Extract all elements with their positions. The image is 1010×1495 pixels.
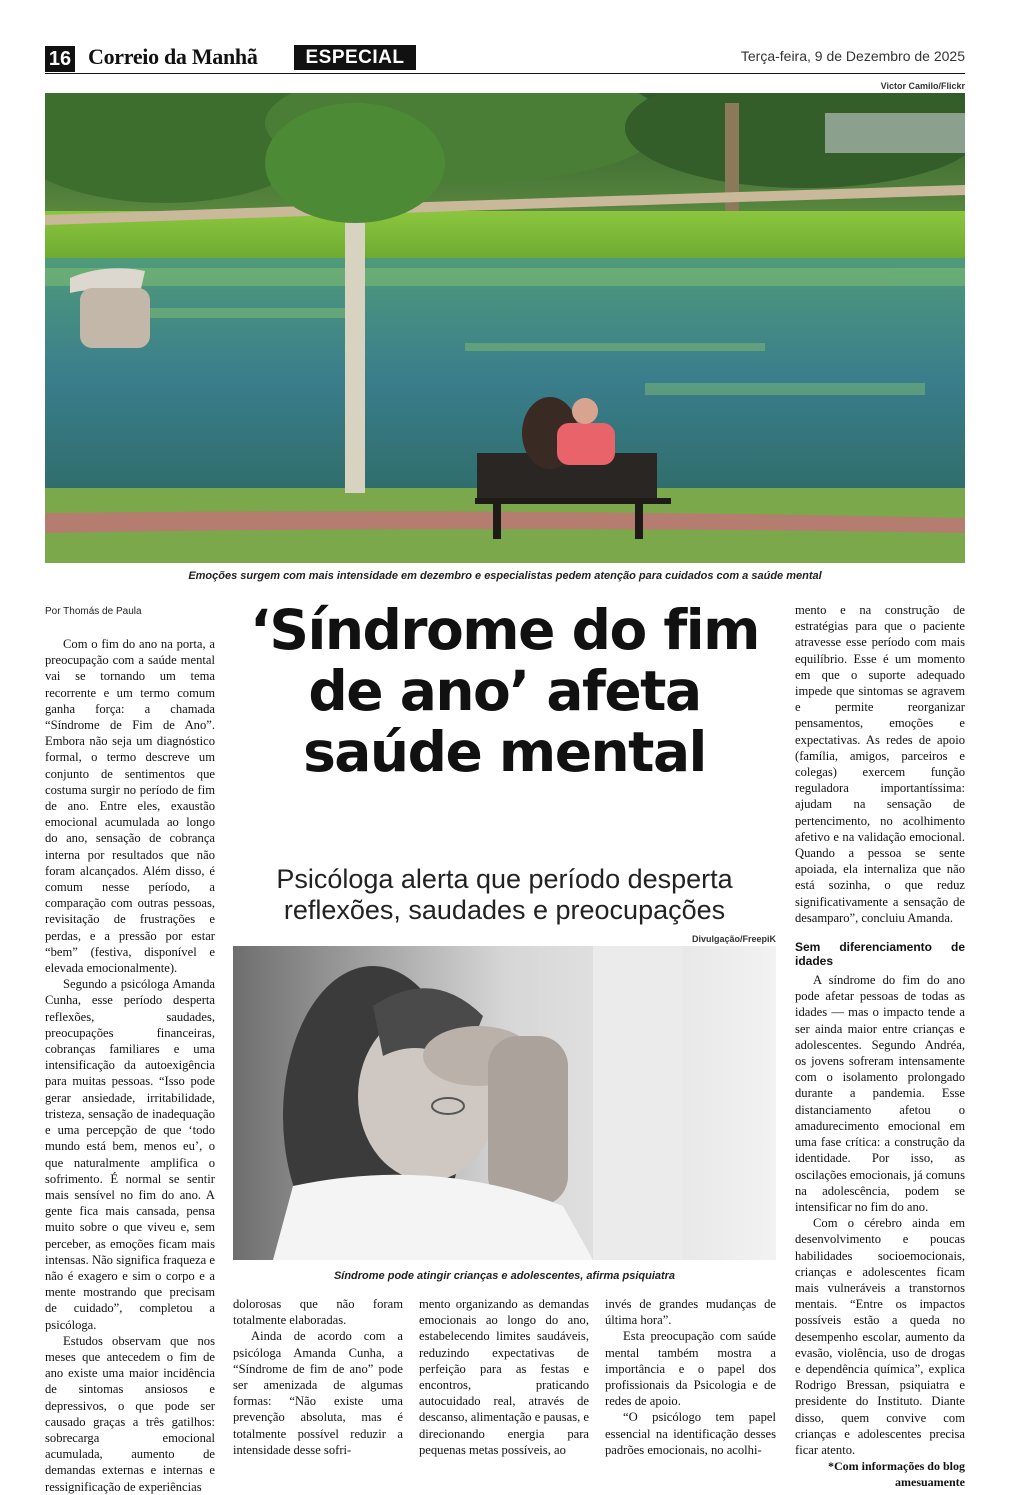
source-note [795,1458,965,1490]
text-column-4 [605,1296,776,1458]
photo-credit-top: Victor Camilo/Flickr [880,81,965,91]
paragraph: A síndrome do fim do ano pode afetar pessoas de todas as idades — mas o impacto tende a ser ainda maior entre crianças e adolescentes. Segundo Andréa, os jovens sofreram intensamente com o isolamento prolongado durante a pandemia. Esse distanciamento afetou o amadurecimento emocional em uma fase crítica: a construção da identidade. Por isso, as oscilações emocionais, já comuns na adolescência, podem se intensificar no fim do ano. [795,973,965,1214]
paragraph: Ainda de acordo com a psicóloga Amanda Cunha, a “Síndrome de fim de ano” pode ser amenizada de algumas formas: “Não existe uma prevenção absoluta, mas é totalmente possível reduzir a intensidade desse sofri- [233,1329,403,1457]
paragraph: Esta preocupação com saúde mental também mostra a importância e o papel dos profissionais da Psicologia e de redes de apoio. [605,1329,776,1409]
header-rule [45,73,965,74]
photo-credit-bottom: Divulgação/FreepiK [691,934,776,944]
newspaper-name: Correio da Manhã [88,44,258,69]
paragraph: Com o fim do ano na porta, a preocupação com a saúde mental vai se tornando um tema recorrente e um termo comum ganha força: a chamada “Síndrome de Fim de Ano”. Embora não seja um diagnóstico formal, o termo descreve um conjunto de sentimentos que costuma surgir no período de fim de ano. Entre eles, exaustão emocional acumulada ao longo do ano, sensação de cobrança interna por resultados que não foram alcançados. Além disso, é comum nesse período, a comparação com outras pessoas, revisitação de frustrações e perdas, e a pressão por estar “bem” (festiva, disponível e elevada emocionalmente). [45,637,215,976]
text-column-5 [795,602,965,1490]
issue-date: Terça-feira, 9 de Dezembro de 2025 [740,48,965,64]
paragraph: dolorosas que não foram totalmente elaboradas. [233,1297,403,1328]
park-lake-illustration [45,93,965,563]
headline: ‘Síndrome do fim de ano’ afeta saúde mental [250,598,759,784]
stressed-woman-illustration [233,946,776,1260]
woman-photo [233,946,776,1260]
text-column-2 [233,1296,403,1458]
page-number: 16 [45,46,75,72]
photo-caption-top: Emoções surgem com mais intensidade em dezembro e especialistas pedem atenção para cuidados com a saúde mental [188,570,822,582]
paragraph: mento organizando as demandas emocionais ao longo do ano, estabelecendo limites saudáveis, reduzindo expectativas de perfeição para as festas e encontros, praticando autocuidado real, através de descanso, alimentação e pausas, e direcionando energia para pequenas metas possíveis, ao [419,1297,589,1457]
source-note-line: *Com informações do blog [828,1459,965,1474]
paragraph: Segundo a psicóloga Amanda Cunha, esse período desperta reflexões, saudades, preocupações financeiras, cobranças familiares e uma intensificação da autoexigência para muitas pessoas. “Isso pode gerar ansiedade, irritabilidade, tristeza, sensação de inadequação e uma percepção de que ‘todo mundo está bem, menos eu’, o que naturalmente amplifica o sofrimento. É normal se sentir mais sensível no fim do ano. A gente fica mais cansada, pensa muito sobre o que viveu e, sem perceber, as emoções ficam mais intensas. Não significa fraqueza e não é exagero e sim o corpo e a mente mostrando que precisam de cuidado”, completou a psicóloga. [45,977,215,1332]
deck: Psicóloga alerta que período desperta reflexões, saudades e preocupações [276,864,733,925]
paragraph: Estudos observam que nos meses que antecedem o fim de ano existe uma maior incidência de sintomas ansiosos e depressivos, o que pode ser causado graças a três gatilhos: sobrecarga emocional acumulada, aumento de demandas externas e internas e ressignificação de experiências [45,1333,215,1494]
paragraph: “O psicólogo tem papel essencial na identificação desses padrões emocionais, no acolhi- [605,1410,776,1457]
source-note-line: amesuamente [895,1475,965,1490]
park-photo [45,93,965,563]
subheading: Sem diferenciamento de idades [795,940,965,969]
paragraph: Com o cérebro ainda em desenvolvimento e poucas habilidades socioemocionais, crianças e adolescentes ficam mais vulneráveis a transtornos mentais. “Entre os impactos possíveis estão a queda no desempenho escolar, aumento da evasão, violência, uso de drogas e dependência química”, explica Rodrigo Bressan, psiquiatra e presidente do Instituto. Diante disso, quem convive com crianças e adolescentes precisa ficar atento. [795,1216,965,1457]
paragraph: invés de grandes mudanças de última hora”. [605,1297,776,1328]
paragraph: mento e na construção de estratégias para que o paciente atravesse esse período com mais equilíbrio. Esse é um momento em que o suporte adequado impede que sintomas se agravem e permite reorganizar pensamentos, emoções e expectativas. As redes de apoio (família, amigos, parceiros e colegas) exercem função reguladora importantíssima: ajudam na sensação de pertencimento, no acolhimento afetivo e na validação emocional. Quando a pessoa se sente apoiada, ela internaliza que não está sozinha, o que reduz significativamente a sensação de desamparo”, concluiu Amanda. [795,603,965,925]
text-column-3 [419,1296,589,1458]
photo-caption-bottom: Síndrome pode atingir crianças e adolescentes, afirma psiquiatra [333,1270,676,1282]
text-column-1 [45,636,215,1495]
byline: Por Thomás de Paula [45,606,142,617]
section-label: ESPECIAL [294,45,416,70]
